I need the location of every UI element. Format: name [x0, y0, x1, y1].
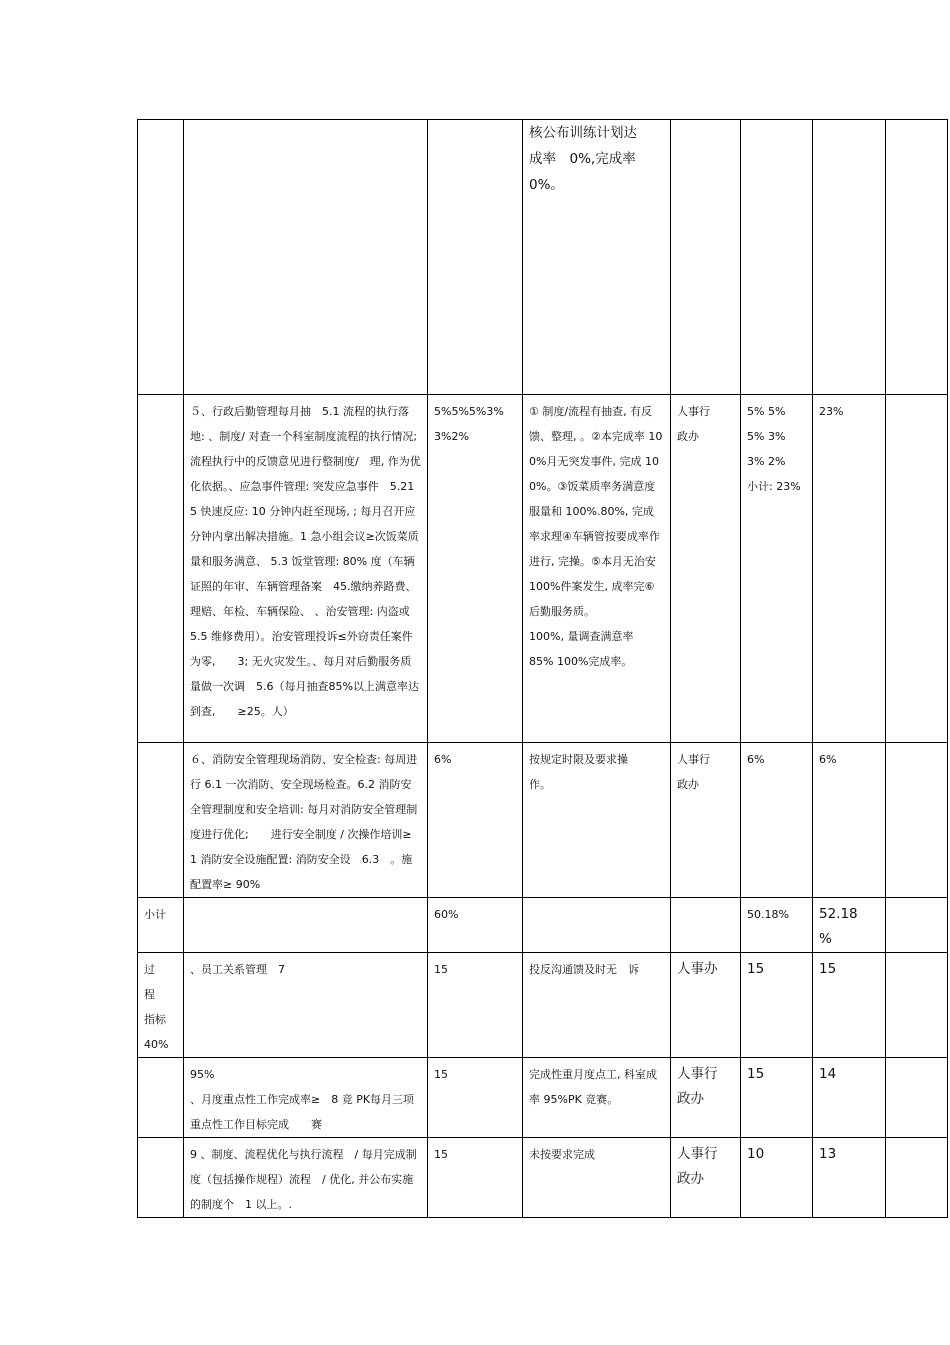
department-cell: 人事行 政办	[671, 1058, 741, 1138]
table-row	[138, 743, 948, 898]
indicator-cell: ６、消防安全管理现场消防、安全检查: 每周进行 6.1 一次消防、安全现场检查。6.2 消防安全管理制度和安全培训: 每月对消防安全管理制度进行优化; 进行安全制度 / 次操作培训≥ 1 消防安全设施配置: 消防安全设 6.3 。施配置率≥ 90%	[184, 743, 428, 898]
score-cell: 5% 5% 5% 3% 3% 2% 小计: 23%	[741, 395, 813, 743]
assessment-table	[137, 119, 948, 1218]
table-row	[138, 1138, 948, 1218]
remark-cell	[886, 898, 948, 953]
table-row	[138, 1058, 948, 1138]
completion-cell	[523, 898, 671, 953]
score-cell	[741, 120, 813, 395]
total-cell	[813, 120, 886, 395]
remark-cell	[886, 953, 948, 1058]
weight-cell: 15	[428, 1058, 523, 1138]
table-row	[138, 120, 948, 395]
completion-cell: 按规定时限及要求操 作。	[523, 743, 671, 898]
category-cell	[138, 395, 184, 743]
total-cell: 13	[813, 1138, 886, 1218]
remark-cell	[886, 1138, 948, 1218]
department-cell: 人事行 政办	[671, 395, 741, 743]
completion-cell: 核公布训练计划达 成率 0%,完成率 0%。	[523, 120, 671, 395]
table-row	[138, 953, 948, 1058]
category-cell: 过 程 指标 40%	[138, 953, 184, 1058]
department-cell: 人事行 政办	[671, 743, 741, 898]
indicator-cell: 、员工关系管理 7	[184, 953, 428, 1058]
remark-cell	[886, 395, 948, 743]
weight-cell: 15	[428, 953, 523, 1058]
indicator-cell: 9 、制度、流程优化与执行流程 / 每月完成制度（包括操作规程）流程 / 优化, 并公布实施的制度个 1 以上。.	[184, 1138, 428, 1218]
total-cell: 52.18 %	[813, 898, 886, 953]
total-cell: 23%	[813, 395, 886, 743]
department-cell	[671, 120, 741, 395]
indicator-cell: 95% 、月度重点性工作完成率≥ 8 竞 PK每月三项重点性工作目标完成 赛	[184, 1058, 428, 1138]
score-cell: 15	[741, 1058, 813, 1138]
weight-cell: 60%	[428, 898, 523, 953]
indicator-cell	[184, 898, 428, 953]
indicator-cell: ５、行政后勤管理每月抽 5.1 流程的执行落地: 、制度/ 对查一个科室制度流程的执行情况; 流程执行中的反馈意见进行整制度/ 理, 作为优化依据。、应急事件管理: 突发应急事件 5.215 快速反应: 10 分钟内赶至现场, ; 每月召开应分钟内拿出解决措施。1 急小组会议≥次饭菜质量和服务满意、 5.3 饭堂管理: 80% 度（车辆证照的年审、车辆管理备案 45.缴纳养路费、理赔、年检、车辆保险、 、治安管理: 内盗或 5.5 维修费用）。治安管理投诉≤外窃责任案件为零, 3; 无火灾发生。、每月对后勤服务质量做一次调 5.6（每月抽查85%以上满意率达到查, ≥25。人）	[184, 395, 428, 743]
completion-cell: 投反沟通馈及时无 诉	[523, 953, 671, 1058]
department-cell: 人事行 政办	[671, 1138, 741, 1218]
category-cell	[138, 120, 184, 395]
subtotal-row	[138, 898, 948, 953]
remark-cell	[886, 743, 948, 898]
score-cell: 10	[741, 1138, 813, 1218]
category-cell	[138, 743, 184, 898]
total-cell: 14	[813, 1058, 886, 1138]
total-cell: 15	[813, 953, 886, 1058]
indicator-cell	[184, 120, 428, 395]
score-cell: 6%	[741, 743, 813, 898]
completion-cell: ① 制度/流程有抽查, 有反馈、整理, 。②本完成率 100%月无突发事件, 完成 100%。③饭菜质率务满意度服量和 100%.80%, 完成率求理④车辆管按要成率作进行, 完操。⑤本月无治安 100%件案发生, 成率完⑥后勤服务质。 100%, 量调查满意率 85% 100%完成率。	[523, 395, 671, 743]
weight-cell: 5%5%5%3%3%2%	[428, 395, 523, 743]
weight-cell: 6%	[428, 743, 523, 898]
remark-cell	[886, 1058, 948, 1138]
completion-cell: 未按要求完成	[523, 1138, 671, 1218]
category-cell	[138, 1058, 184, 1138]
total-cell: 6%	[813, 743, 886, 898]
category-cell: 小计	[138, 898, 184, 953]
department-cell	[671, 898, 741, 953]
table-row	[138, 395, 948, 743]
score-cell: 15	[741, 953, 813, 1058]
weight-cell: 15	[428, 1138, 523, 1218]
department-cell: 人事办	[671, 953, 741, 1058]
category-cell	[138, 1138, 184, 1218]
remark-cell	[886, 120, 948, 395]
completion-cell: 完成性重月度点工, 科室成率 95%PK 竞赛。	[523, 1058, 671, 1138]
score-cell: 50.18%	[741, 898, 813, 953]
weight-cell	[428, 120, 523, 395]
